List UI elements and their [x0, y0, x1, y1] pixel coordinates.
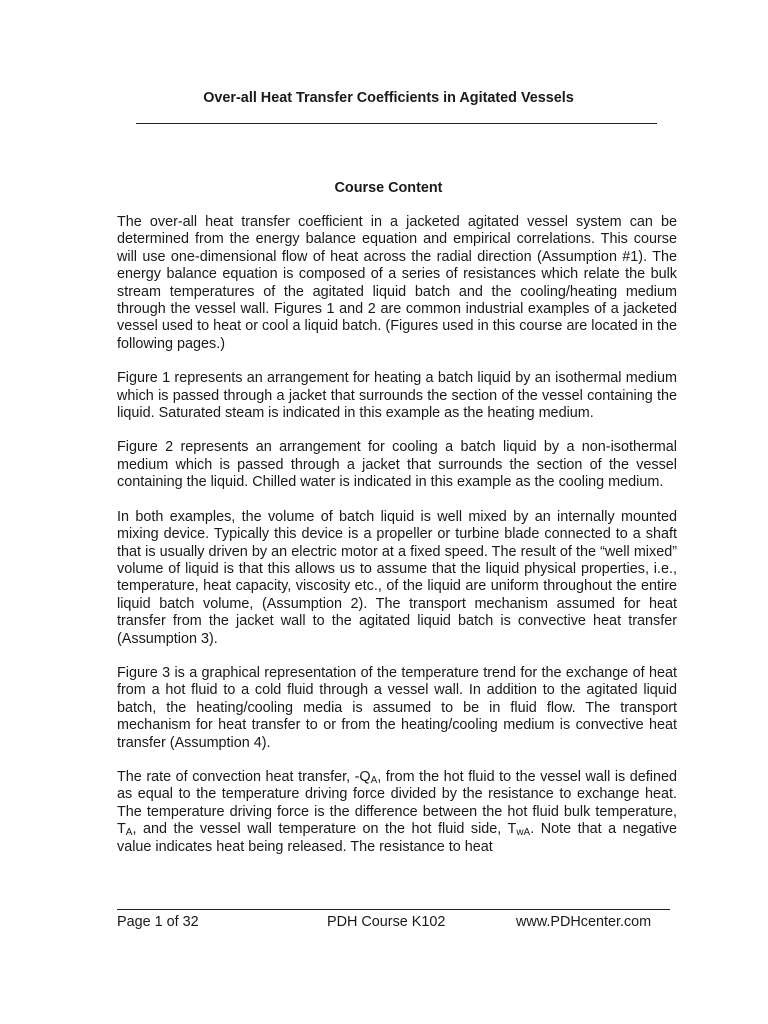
paragraph-6-text-2: , from the hot fluid to the vessel wall is defined as equal to the temperature driving force divided by the resistance to exchange heat. The temperature driving force is the difference between the hot fluid bulk temperature, T: [117, 768, 677, 838]
paragraph-6-text-1: The rate of convection heat transfer, -Q: [117, 768, 371, 785]
section-heading: Course Content: [334, 180, 443, 196]
paragraph-1: The over-all heat transfer coefficient in a jacketed agitated vessel system can be determined from the energy balance equation and empirical correlations. This course will use one-dimensional flow of heat across the radial direction (Assumption #1). The energy balance equation is composed of a series of resistances which relate the bulk stream temperatures of the agitated liquid batch and the cooling/heating medium through the vessel wall. Figures 1 and 2 are common industrial examples of a jacketed vessel used to heat or cool a liquid batch. (Figures used in this course are located in the following pages.): [117, 214, 677, 352]
title-underline: [136, 123, 657, 124]
subscript-ta: A: [125, 827, 133, 839]
paragraph-4: In both examples, the volume of batch liquid is well mixed by an internally mounted mixing device. Typically this device is a propeller or turbine blade connected to a shaft that is usually driven by an electric motor at a fixed speed. The result of the “well mixed” volume of liquid is that this allows us to assume that the liquid physical properties, i.e., temperature, heat capacity, viscosity etc., of the liquid are uniform throughout the entire liquid batch volume, (Assumption 2). The transport mechanism assumed for heat transfer from the jacket wall to the agitated liquid batch is convective heat transfer (Assumption 3).: [117, 508, 677, 647]
subscript-twa: wA: [516, 827, 531, 839]
paragraph-6: [117, 769, 677, 856]
footer-course-id: PDH Course K102: [327, 914, 446, 930]
paragraph-6-text-3: , and the vessel wall temperature on the hot fluid side, T: [132, 821, 517, 838]
document-title: Over-all Heat Transfer Coefficients in Agitated Vessels: [203, 90, 574, 106]
body-text: [117, 214, 677, 856]
paragraph-3: Figure 2 represents an arrangement for cooling a batch liquid by a non-isothermal medium which is passed through a jacket that surrounds the section of the vessel containing the liquid. Chilled water is indicated in this example as the cooling medium.: [117, 439, 677, 491]
subscript-qa: A: [370, 774, 378, 786]
paragraph-6-text-4: . Note that a negative value indicates heat being released. The resistance to heat: [117, 821, 677, 855]
paragraph-2: Figure 1 represents an arrangement for heating a batch liquid by an isothermal medium which is passed through a jacket that surrounds the section of the vessel containing the liquid. Saturated steam is indicated in this example as the heating medium.: [117, 370, 677, 422]
footer-page-number: Page 1 of 32: [117, 914, 199, 930]
footer-website: www.PDHcenter.com: [516, 914, 652, 930]
footer-rule: [117, 909, 670, 910]
paragraph-5: Figure 3 is a graphical representation of the temperature trend for the exchange of heat from a hot fluid to a cold fluid through a vessel wall. In addition to the agitated liquid batch, the heating/cooling media is assumed to be in fluid flow. The transport mechanism for heat transfer to or from the heating/cooling medium is convective heat transfer (Assumption 4).: [117, 664, 677, 751]
